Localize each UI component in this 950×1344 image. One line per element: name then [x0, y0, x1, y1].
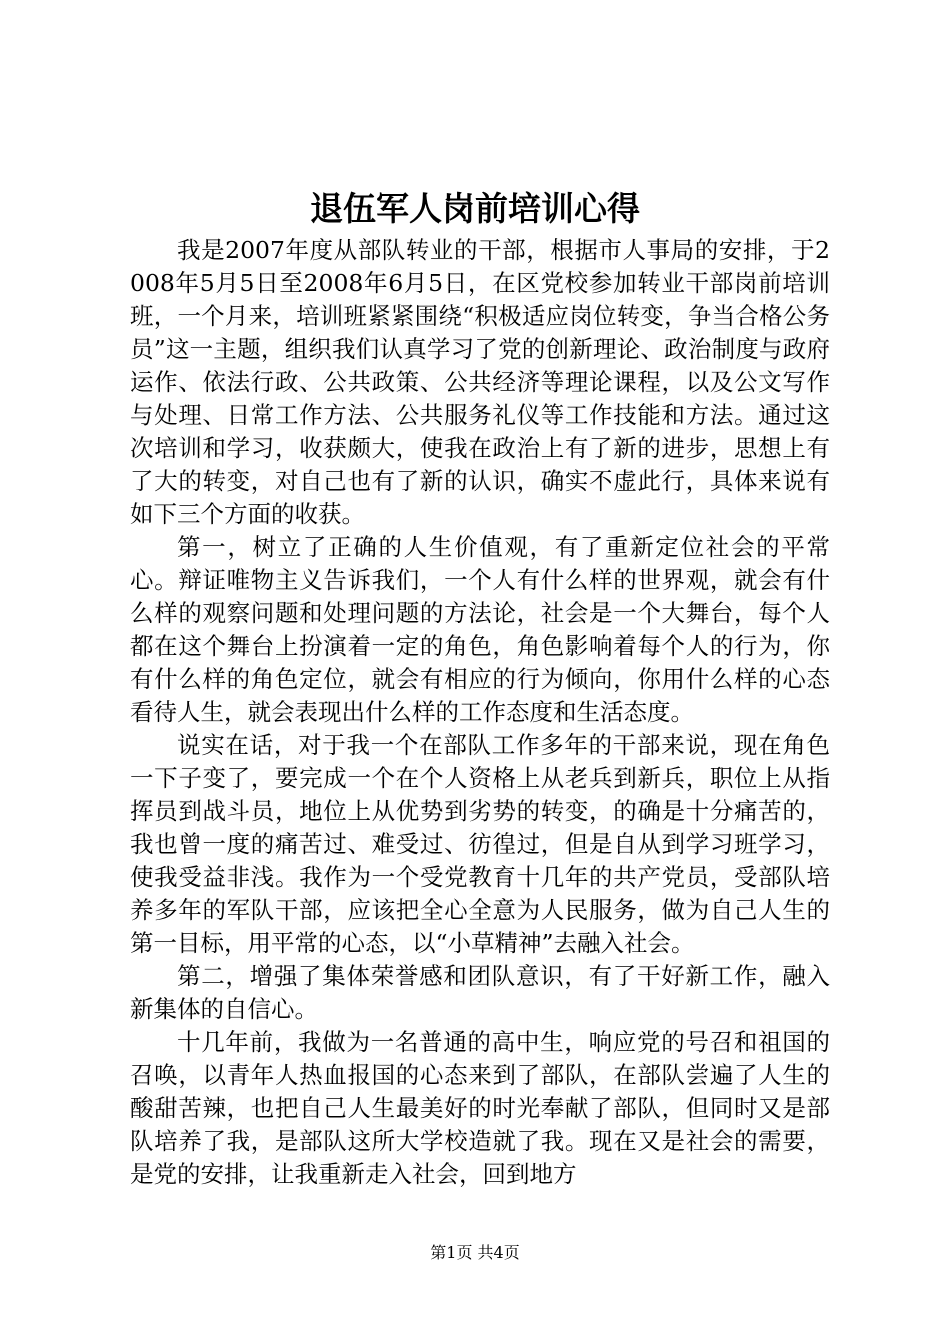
page-footer: 第1页 共4页: [430, 1243, 520, 1262]
document-title: 退伍军人岗前培训心得: [310, 189, 640, 228]
document-body: [130, 234, 830, 1191]
paragraph-4: 第二，增强了集体荣誉感和团队意识，有了干好新工作，融入新集体的自信心。: [130, 962, 830, 1023]
paragraph-2: 第一，树立了正确的人生价值观，有了重新定位社会的平常心。辩证唯物主义告诉我们，一个人有什么样的世界观，就会有什么样的观察问题和处理问题的方法论，社会是一个大舞台，每个人都在这个舞台上扮演着一定的角色，角色影响着每个人的行为，你有什么样的角色定位，就会有相应的行为倾向，你用什么样的心态看待人生，就会表现出什么样的工作态度和生活态度。: [130, 533, 830, 726]
paragraph-5: 十几年前，我做为一名普通的高中生，响应党的号召和祖国的召唤，以青年人热血报国的心态来到了部队，在部队尝遍了人生的酸甜苦辣，也把自己人生最美好的时光奉献了部队，但同时又是部队培养了我，是部队这所大学校造就了我。现在又是社会的需要，是党的安排，让我重新走入社会，回到地方: [130, 1028, 830, 1188]
paragraph-1: 我是2007年度从部队转业的干部，根据市人事局的安排，于2008年5月5日至2008年6月5日，在区党校参加转业干部岗前培训班，一个月来，培训班紧紧围绕“积极适应岗位转变，争当合格公务员”这一主题，组织我们认真学习了党的创新理论、政治制度与政府运作、依法行政、公共政策、公共经济等理论课程，以及公文写作与处理、日常工作方法、公共服务礼仪等工作技能和方法。通过这次培训和学习，收获颇大，使我在政治上有了新的进步，思想上有了大的转变，对自己也有了新的认识，确实不虚此行，具体来说有如下三个方面的收获。: [130, 236, 830, 528]
paragraph-3: 说实在话，对于我一个在部队工作多年的干部来说，现在角色一下子变了，要完成一个在个人资格上从老兵到新兵，职位上从指挥员到战斗员，地位上从优势到劣势的转变，的确是十分痛苦的，我也曾一度的痛苦过、难受过、彷徨过，但是自从到学习班学习，使我受益非浅。我作为一个受党教育十几年的共产党员，受部队培养多年的军队干部，应该把全心全意为人民服务，做为自己人生的第一目标，用平常的心态，以“小草精神”去融入社会。: [130, 731, 830, 957]
